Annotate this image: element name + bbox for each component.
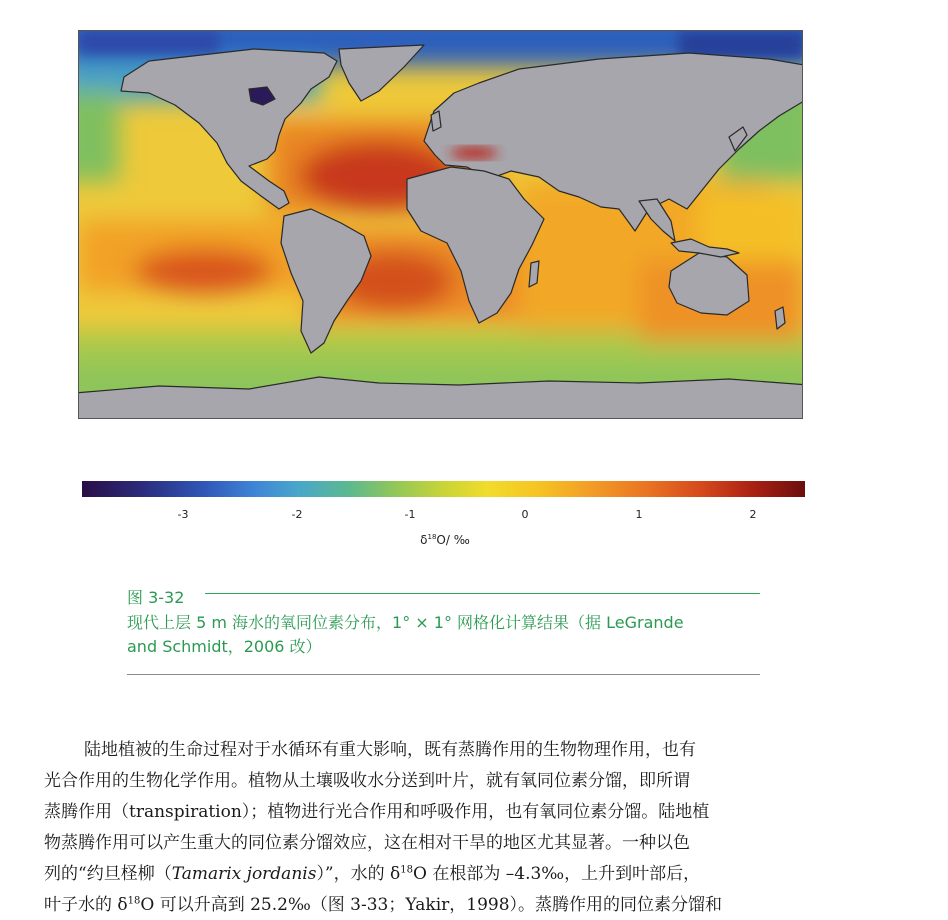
world-map-svg xyxy=(79,31,803,419)
body-paragraph-line: 物蒸腾作用可以产生重大的同位素分馏效应，这在相对干旱的地区尤其显著。一种以色 xyxy=(44,833,690,853)
caption-text-line: and Schmidt，2006 改） xyxy=(127,637,322,656)
colorbar-unit-label: $\delta^{18}O/$ ‰ xyxy=(420,533,470,547)
body-paragraph-line: 光合作用的生物化学作用。植物从土壤吸收水分送到叶片，就有氧同位素分馏，即所谓 xyxy=(44,771,690,791)
caption-text-line: 现代上层 5 m 海水的氧同位素分布，1° × 1° 网格化计算结果（据 LeGrande xyxy=(127,613,684,632)
mediterranean-high xyxy=(450,147,498,159)
ocean-isotope-map xyxy=(78,30,803,419)
madagascar xyxy=(529,261,539,287)
caption-divider xyxy=(205,593,760,594)
body-paragraph-line: 列的“约旦柽柳（Tamarix jordanis）”，水的 $\delta^{18}O$ 在根部为 –4.3‰，上升到叶部后， xyxy=(44,864,701,884)
colorbar xyxy=(82,481,805,497)
species-name: Tamarix jordanis xyxy=(171,864,317,884)
colorbar-tick: 1 xyxy=(635,508,643,521)
body-paragraph-line: 陆地植被的生命过程对于水循环有重大影响，既有蒸腾作用的生物物理作用，也有 xyxy=(84,740,696,760)
body-paragraph-line: 叶子水的 $\delta^{18}O$ 可以升高到 25.2‰（图 3-33；Yakir，1998）。蒸腾作用的同位素分馏和 xyxy=(44,895,723,915)
colorbar-tick: 2 xyxy=(749,508,757,521)
colorbar-tick: -1 xyxy=(404,508,416,521)
body-paragraph-line: 蒸腾作用（transpiration）；植物进行光合作用和呼吸作用，也有氧同位素分馏。陆地植 xyxy=(44,802,710,822)
uk xyxy=(431,111,441,131)
colorbar-tick: 0 xyxy=(521,508,529,521)
colorbar-tick: -3 xyxy=(177,508,189,521)
caption-bottom-divider xyxy=(127,674,760,675)
figure-number: 图 3-32 xyxy=(127,588,185,607)
colorbar-tick: -2 xyxy=(291,508,303,521)
